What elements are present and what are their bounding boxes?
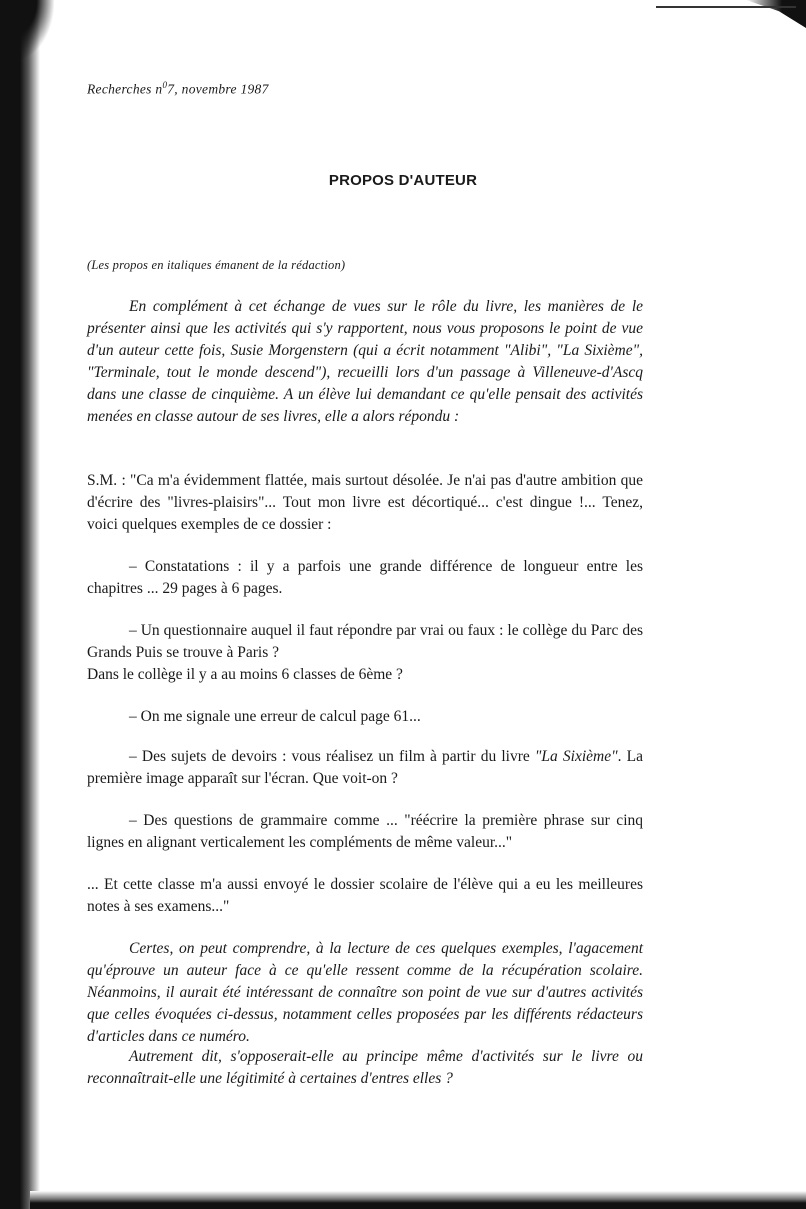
editorial-note: (Les propos en italiques émanent de la rédaction) — [87, 258, 346, 272]
header-suffix: 7, novembre 1987 — [167, 81, 269, 97]
item-erreur: – On me signale une erreur de calcul page 61... — [129, 708, 421, 725]
conclusion-paragraph-2: Autrement dit, s'opposerait-elle au principe même d'activités sur le livre ou reconnaîtrait-elle une légitimité à certaines d'entres elles ? — [87, 1048, 643, 1087]
item-constatations: – Constatations : il y a parfois une grande différence de longueur entre les chapitres ... 29 pages à 6 pages. — [87, 558, 643, 597]
item-devoirs-book-title: "La Sixième" — [534, 748, 618, 765]
header-prefix: Recherches n — [87, 81, 163, 97]
item-devoirs-text-a: – Des sujets de devoirs : vous réalisez un film à partir du livre — [129, 748, 535, 765]
item-questionnaire-line-2: Dans le collège il y a au moins 6 classes de 6ème ? — [87, 666, 403, 683]
item-questionnaire-line-1: – Un questionnaire auquel il faut répondre par vrai ou faux : le collège du Parc des Grands Puis se trouve à Paris ? — [87, 622, 643, 661]
item-questionnaire — [87, 620, 643, 686]
quote-intro-paragraph: S.M. : "Ca m'a évidemment flattée, mais surtout désolée. Je n'ai pas d'autre ambition que d'écrire des "livres-plaisirs"... Tout mon livre est décortiqué... c'est dingue !... Tenez, voici quelques exemples de ce dossier : — [87, 472, 643, 533]
page-title: PROPOS D'AUTEUR — [328, 172, 478, 189]
item-devoirs — [87, 746, 643, 790]
intro-paragraph: En complément à cet échange de vues sur le rôle du livre, les manières de le présenter ainsi que les activités qui s'y rapportent, nous vous proposons le point de vue d'un auteur cette fois, Susie Morgenstern (qui a écrit notamment "Alibi", "La Sixième", "Terminale, tout le monde descend"), recueilli lors d'un passage à Villeneuve-d'Ascq dans une classe de cinquième. A un élève lui demandant ce qu'elle pensait des activités menées en classe autour de ses livres, elle a alors répondu : — [87, 298, 643, 425]
item-devoirs-text-b: . La première image apparaît sur l'écran. Que voit-on ? — [87, 748, 643, 787]
quote-end-paragraph: ... Et cette classe m'a aussi envoyé le dossier scolaire de l'élève qui a eu les meilleures notes à ses examens..." — [87, 876, 643, 915]
conclusion-paragraph-1: Certes, on peut comprendre, à la lecture de ces quelques exemples, l'agacement qu'éprouve un auteur face à ce qu'elle ressent comme de la récupération scolaire. Néanmoins, il aurait été intéressant de connaître son point de vue sur d'autres activités que celles évoquées ci-dessus, notamment celles proposées par les différents rédacteurs d'articles dans ce numéro. — [87, 940, 643, 1045]
journal-header — [87, 80, 269, 98]
item-grammaire: – Des questions de grammaire comme ... "réécrire la première phrase sur cinq lignes en alignant verticalement les compléments de même valeur..." — [87, 812, 643, 851]
header-sup: 0 — [162, 80, 168, 90]
